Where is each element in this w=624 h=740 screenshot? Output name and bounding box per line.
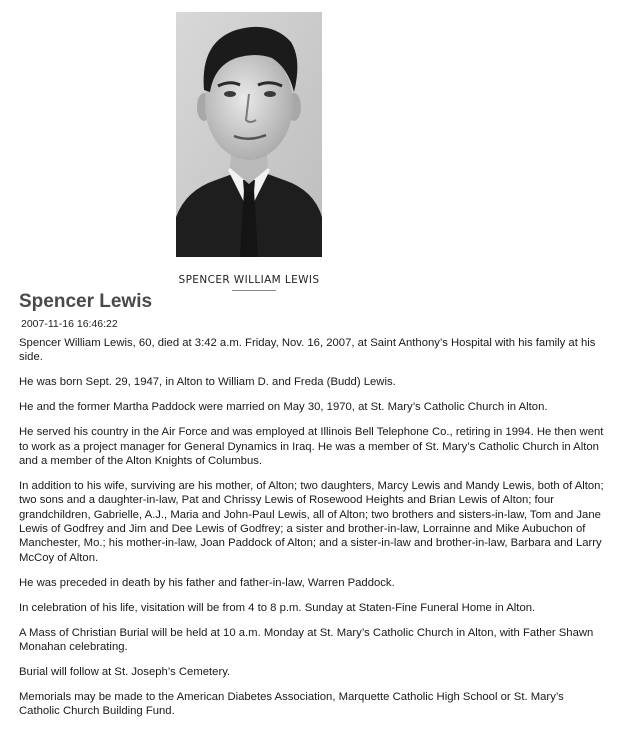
paragraph: In celebration of his life, visitation will be from 4 to 8 p.m. Sunday at Staten-Fine Funeral Home in Alton. (19, 601, 536, 614)
paragraph: He was born Sept. 29, 1947, in Alton to William D. and Freda (Budd) Lewis. (19, 376, 396, 389)
paragraph: Spencer William Lewis, 60, died at 3:42 a.m. Friday, Nov. 16, 2007, at Saint Anthony’s Hospital with his family at his side. (19, 337, 596, 364)
portrait-illustration (176, 12, 322, 257)
photo-caption: SPENCER WILLIAM LEWIS (178, 274, 320, 286)
paragraph: He and the former Martha Paddock were married on May 30, 1970, at St. Mary’s Catholic Church in Alton. (19, 401, 548, 414)
article-body (19, 336, 604, 729)
paragraph: In addition to his wife, surviving are his mother, of Alton; two daughters, Marcy Lewis and Mandy Lewis, both of Alton; two sons and a daughter-in-law, Pat and Chrissy Lewis of Rosewood Heights and Brian Lewis of Alton; four grandchildren, Gabrielle, A.J., Maria and John-Paul Lewis, all of Alton; two brothers and sisters-in-law, Tom and Jane Lewis of Godfrey and Jim and Dee Lewis of Godfrey; a sister and brother-in-law, Lorrainne and Mike Aubuchon of Manchester, Mo.; his mother-in-law, Joan Paddock of Alton; and a sister-in-law and brother-in-law, Barbara and Larry McCoy of Alton. (19, 479, 604, 564)
paragraph: Memorials may be made to the American Diabetes Association, Marquette Catholic High School or St. Mary’s Catholic Church Building Fund. (19, 690, 564, 718)
caption-divider (232, 290, 276, 291)
timestamp: 2007-11-16 16:46:22 (21, 318, 118, 330)
paragraph: He served his country in the Air Force and was employed at Illinois Bell Telephone Co., retiring in 1994. He then went to work as a project manager for General Dynamics in Iraq. He was a member of St. Mary’s Catholic Church in Alton and a member of the Alton Knights of Columbus. (19, 426, 604, 467)
paragraph: A Mass of Christian Burial will be held at 10 a.m. Monday at St. Mary’s Catholic Church in Alton, with Father Shawn Monahan celebrating. (19, 626, 594, 653)
paragraph: Burial will follow at St. Joseph’s Cemetery. (19, 665, 231, 678)
paragraph: He was preceded in death by his father and father-in-law, Warren Paddock. (19, 576, 395, 589)
portrait-photo (176, 12, 322, 257)
page-title: Spencer Lewis (19, 291, 153, 312)
